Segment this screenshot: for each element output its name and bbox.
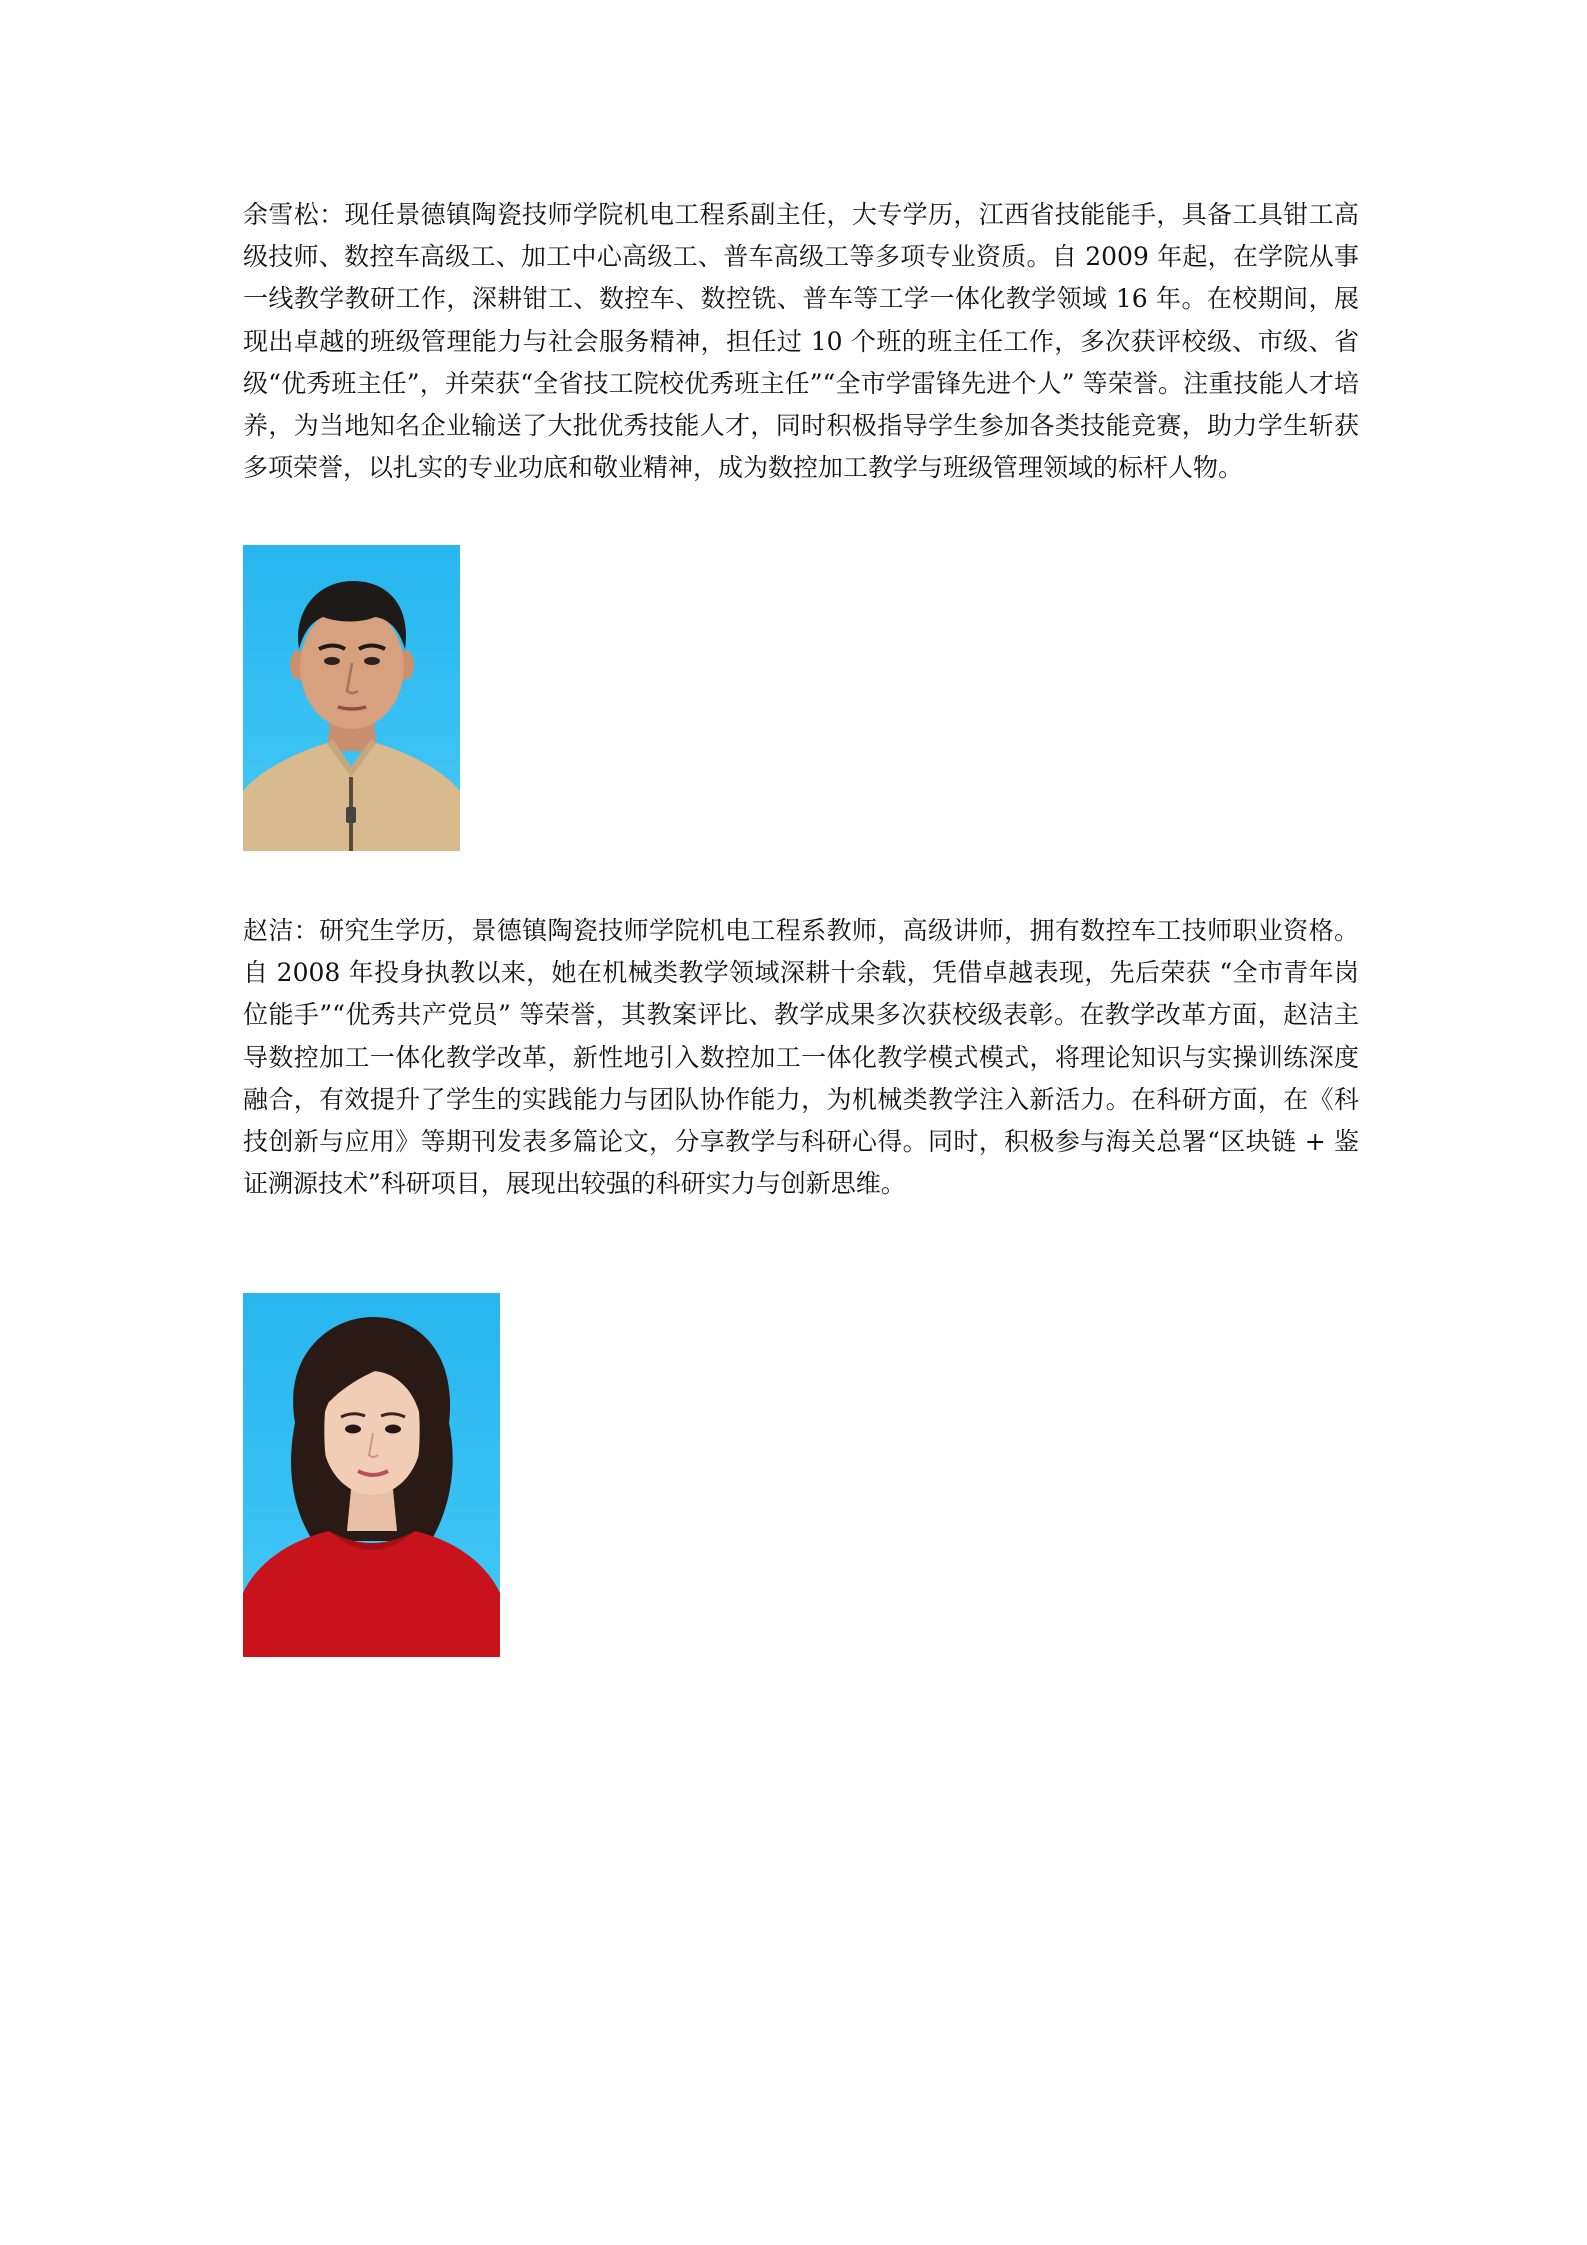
portrait-woman-illustration [243,1293,500,1657]
portrait-man-illustration [243,545,460,851]
portrait-photo-yu-xuesong [243,545,460,851]
portrait-photo-zhao-jie [243,1293,500,1657]
bio-paragraph-yu-xuesong: 余雪松：现任景德镇陶瓷技师学院机电工程系副主任，大专学历，江西省技能能手，具备工具钳工高级技师、数控车高级工、加工中心高级工、普车高级工等多项专业资质。自 2009 年起，在学院从事一线教学教研工作，深耕钳工、数控车、数控铣、普车等工学一体化教学领域 16 年。在校期间，展现出卓越的班级管理能力与社会服务精神，担任过 10 个班的班主任工作，多次获评校级、市级、省级“优秀班主任”，并荣获“全省技工院校优秀班主任”“全市学雷锋先进个人” 等荣誉。注重技能人才培养，为当地知名企业输送了大批优秀技能人才，同时积极指导学生参加各类技能竞赛，助力学生斩获多项荣誉，以扎实的专业功底和敬业精神，成为数控加工教学与班级管理领域的标杆人物。 [243,200,1359,483]
bio-paragraph-zhao-jie: 赵洁：研究生学历，景德镇陶瓷技师学院机电工程系教师，高级讲师，拥有数控车工技师职业资格。自 2008 年投身执教以来，她在机械类教学领域深耕十余载，凭借卓越表现，先后荣获 “全市青年岗位能手”“优秀共产党员” 等荣誉，其教案评比、教学成果多次获校级表彰。在教学改革方面，赵洁主导数控加工一体化教学改革，新性地引入数控加工一体化教学模式模式，将理论知识与实操训练深度融合，有效提升了学生的实践能力与团队协作能力，为机械类教学注入新活力。在科研方面，在《科技创新与应用》等期刊发表多篇论文，分享教学与科研心得。同时，积极参与海关总署“区块链 + 鉴证溯源技术”科研项目，展现出较强的科研实力与创新思维。 [243,916,1359,1199]
